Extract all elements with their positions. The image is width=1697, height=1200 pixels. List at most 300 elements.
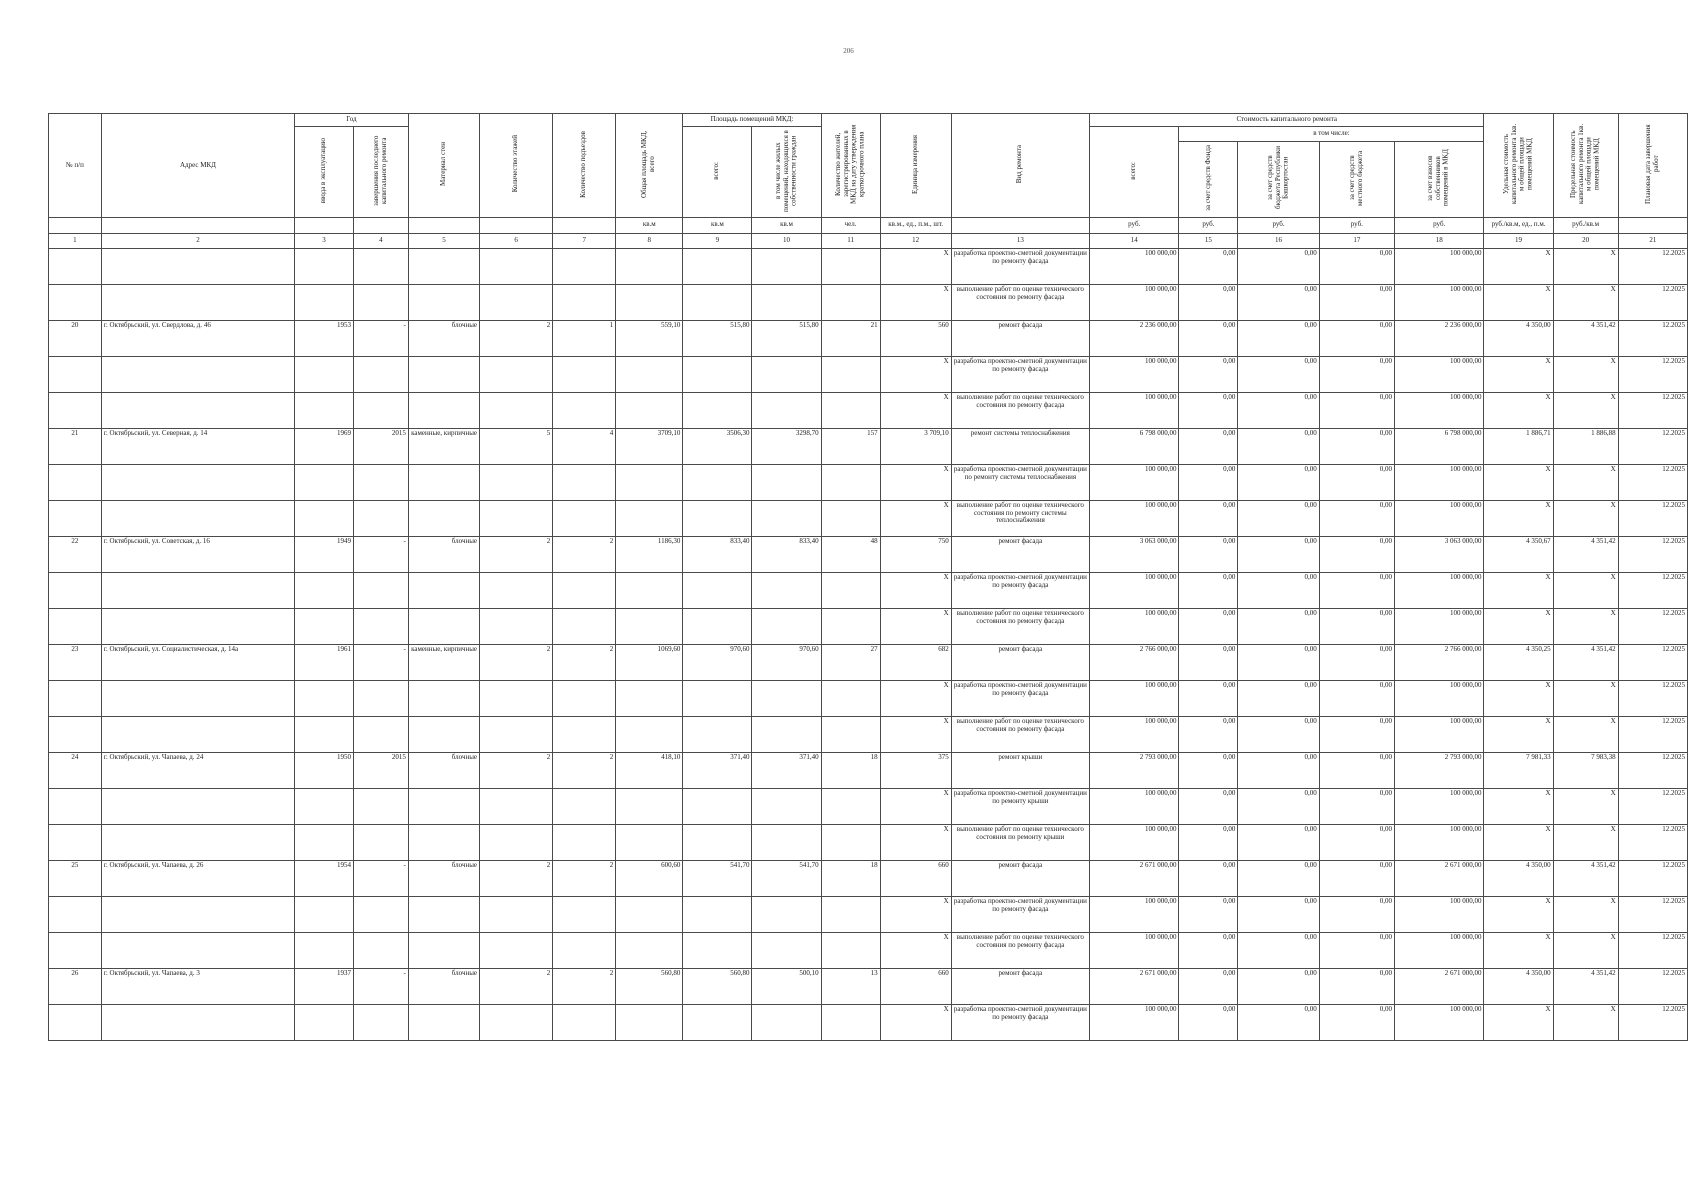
unit-u12: кв.м., ед., п.м., шт. bbox=[880, 217, 951, 233]
header-c19: Удельная стоимость капитального ремонта 1кв. м общей площади помещений МКД bbox=[1484, 114, 1553, 218]
cell-n bbox=[49, 356, 102, 392]
cell-work: разработка проектно-сметной документации по ремонту фасада bbox=[951, 680, 1089, 716]
cell-ent bbox=[553, 464, 616, 500]
cell-y1 bbox=[295, 284, 354, 320]
cell-unit: Х bbox=[880, 464, 951, 500]
cell-spec: 4 350,00 bbox=[1484, 860, 1553, 896]
cell-fl bbox=[480, 572, 553, 608]
cell-fund: 0,00 bbox=[1179, 860, 1238, 896]
cell-res bbox=[821, 356, 880, 392]
cell-max: Х bbox=[1553, 500, 1618, 536]
cell-date: 12.2025 bbox=[1618, 536, 1687, 572]
cell-rb: 0,00 bbox=[1238, 500, 1319, 536]
cell-ent bbox=[553, 896, 616, 932]
cell-res: 18 bbox=[821, 752, 880, 788]
cell-fl bbox=[480, 788, 553, 824]
cell-rb: 0,00 bbox=[1238, 428, 1319, 464]
cell-addr bbox=[101, 788, 294, 824]
cell-fund: 0,00 bbox=[1179, 428, 1238, 464]
cell-res bbox=[821, 824, 880, 860]
cell-fund: 0,00 bbox=[1179, 644, 1238, 680]
cell-rb: 0,00 bbox=[1238, 356, 1319, 392]
cell-ent bbox=[553, 356, 616, 392]
cell-area bbox=[616, 824, 683, 860]
cell-loc: 0,00 bbox=[1319, 392, 1394, 428]
cell-max: Х bbox=[1553, 824, 1618, 860]
table-row bbox=[49, 1004, 1688, 1040]
cell-a_all bbox=[683, 932, 752, 968]
cell-work: разработка проектно-сметной документации по ремонту фасада bbox=[951, 248, 1089, 284]
cell-mat: блочные bbox=[408, 968, 479, 1004]
cell-unit: Х bbox=[880, 716, 951, 752]
cell-work: выполнение работ по оценке технического состояния по ремонту фасада bbox=[951, 932, 1089, 968]
cell-area bbox=[616, 248, 683, 284]
cell-a_all bbox=[683, 284, 752, 320]
table-row bbox=[49, 500, 1688, 536]
cell-addr: г. Октябрьский, ул. Чапаева, д. 3 bbox=[101, 968, 294, 1004]
cell-ent: 2 bbox=[553, 536, 616, 572]
cell-spec: 4 350,67 bbox=[1484, 536, 1553, 572]
column-number: 4 bbox=[353, 233, 408, 248]
cell-ent: 2 bbox=[553, 860, 616, 896]
column-number: 5 bbox=[408, 233, 479, 248]
cell-y2 bbox=[353, 788, 408, 824]
unit-cell bbox=[295, 217, 354, 233]
cell-addr bbox=[101, 284, 294, 320]
cell-n bbox=[49, 464, 102, 500]
cell-spec: Х bbox=[1484, 932, 1553, 968]
cell-y2 bbox=[353, 608, 408, 644]
cell-res bbox=[821, 500, 880, 536]
cell-work: ремонт фасада bbox=[951, 536, 1089, 572]
cell-loc: 0,00 bbox=[1319, 860, 1394, 896]
cell-date: 12.2025 bbox=[1618, 500, 1687, 536]
cell-fl: 2 bbox=[480, 968, 553, 1004]
cell-spec: Х bbox=[1484, 824, 1553, 860]
cell-mat bbox=[408, 680, 479, 716]
cell-a_res: 3298,70 bbox=[752, 428, 821, 464]
header-c16: за счет средств бюджета Республики Башкортостан bbox=[1238, 142, 1319, 218]
cell-res bbox=[821, 932, 880, 968]
cell-y1 bbox=[295, 932, 354, 968]
cell-fund: 0,00 bbox=[1179, 968, 1238, 1004]
cell-own: 2 793 000,00 bbox=[1394, 752, 1484, 788]
cell-res bbox=[821, 680, 880, 716]
column-number: 14 bbox=[1089, 233, 1178, 248]
cell-y1 bbox=[295, 464, 354, 500]
cell-fl: 2 bbox=[480, 752, 553, 788]
cell-y1 bbox=[295, 500, 354, 536]
cell-own: 2 766 000,00 bbox=[1394, 644, 1484, 680]
cell-res: 27 bbox=[821, 644, 880, 680]
cell-a_res: 500,10 bbox=[752, 968, 821, 1004]
cell-own: 100 000,00 bbox=[1394, 500, 1484, 536]
cell-y2: 2015 bbox=[353, 428, 408, 464]
cell-ent: 1 bbox=[553, 320, 616, 356]
repair-plan-table bbox=[48, 113, 1688, 1041]
cell-a_all bbox=[683, 824, 752, 860]
cell-rb: 0,00 bbox=[1238, 248, 1319, 284]
cell-work: ремонт крыши bbox=[951, 752, 1089, 788]
header-c9: всего: bbox=[683, 127, 752, 218]
cell-area: 600,60 bbox=[616, 860, 683, 896]
cell-fund: 0,00 bbox=[1179, 536, 1238, 572]
cell-a_res bbox=[752, 356, 821, 392]
unit-u15: руб. bbox=[1179, 217, 1238, 233]
header-c10: в том числе жилых помещений, находящихся в собственности граждан bbox=[752, 127, 821, 218]
cell-res bbox=[821, 464, 880, 500]
cell-res bbox=[821, 716, 880, 752]
cell-res: 13 bbox=[821, 968, 880, 1004]
header-c17: за счет средств местного бюджета bbox=[1319, 142, 1394, 218]
header-c11: Количество жителей, зарегистрированных в МКД на дату утверждения краткосрочного плана bbox=[821, 114, 880, 218]
cell-max: Х bbox=[1553, 608, 1618, 644]
cell-a_all bbox=[683, 392, 752, 428]
cell-fl bbox=[480, 284, 553, 320]
unit-u17: руб. bbox=[1319, 217, 1394, 233]
table-header bbox=[49, 114, 1688, 249]
table-row bbox=[49, 644, 1688, 680]
cell-own: 100 000,00 bbox=[1394, 248, 1484, 284]
cell-fund: 0,00 bbox=[1179, 608, 1238, 644]
cell-work: разработка проектно-сметной документации по ремонту крыши bbox=[951, 788, 1089, 824]
cell-work: ремонт системы теплоснабжения bbox=[951, 428, 1089, 464]
cell-ent: 4 bbox=[553, 428, 616, 464]
cell-fl: 2 bbox=[480, 536, 553, 572]
cell-max: 1 886,88 bbox=[1553, 428, 1618, 464]
cell-fund: 0,00 bbox=[1179, 788, 1238, 824]
cell-max: 4 351,42 bbox=[1553, 536, 1618, 572]
cell-rb: 0,00 bbox=[1238, 860, 1319, 896]
cell-date: 12.2025 bbox=[1618, 968, 1687, 1004]
cell-res: 18 bbox=[821, 860, 880, 896]
cell-a_all bbox=[683, 716, 752, 752]
column-number: 18 bbox=[1394, 233, 1484, 248]
cell-total: 100 000,00 bbox=[1089, 464, 1178, 500]
cell-y1: 1954 bbox=[295, 860, 354, 896]
cell-fund: 0,00 bbox=[1179, 680, 1238, 716]
cell-max: Х bbox=[1553, 932, 1618, 968]
cell-ent bbox=[553, 788, 616, 824]
cell-max: 7 983,38 bbox=[1553, 752, 1618, 788]
cell-a_res bbox=[752, 896, 821, 932]
cell-y1 bbox=[295, 356, 354, 392]
cell-n: 24 bbox=[49, 752, 102, 788]
cell-a_res: 515,80 bbox=[752, 320, 821, 356]
cell-total: 100 000,00 bbox=[1089, 716, 1178, 752]
cell-spec: 4 350,00 bbox=[1484, 968, 1553, 1004]
cell-a_res: 371,40 bbox=[752, 752, 821, 788]
cell-spec: Х bbox=[1484, 248, 1553, 284]
cell-area bbox=[616, 680, 683, 716]
cell-fund: 0,00 bbox=[1179, 572, 1238, 608]
column-number: 9 bbox=[683, 233, 752, 248]
cell-fl: 2 bbox=[480, 860, 553, 896]
cell-ent bbox=[553, 500, 616, 536]
cell-y1: 1961 bbox=[295, 644, 354, 680]
cell-date: 12.2025 bbox=[1618, 248, 1687, 284]
cell-addr: г. Октябрьский, ул. Свердлова, д. 46 bbox=[101, 320, 294, 356]
cell-unit: Х bbox=[880, 284, 951, 320]
cell-rb: 0,00 bbox=[1238, 572, 1319, 608]
cell-unit: Х bbox=[880, 500, 951, 536]
cell-unit: Х bbox=[880, 824, 951, 860]
cell-res: 157 bbox=[821, 428, 880, 464]
cell-loc: 0,00 bbox=[1319, 572, 1394, 608]
cell-fund: 0,00 bbox=[1179, 932, 1238, 968]
table-row bbox=[49, 752, 1688, 788]
cell-work: разработка проектно-сметной документации по ремонту системы теплоснабжения bbox=[951, 464, 1089, 500]
cell-res bbox=[821, 788, 880, 824]
cell-rb: 0,00 bbox=[1238, 320, 1319, 356]
cell-addr bbox=[101, 680, 294, 716]
cell-area bbox=[616, 500, 683, 536]
cell-mat bbox=[408, 464, 479, 500]
cell-mat bbox=[408, 896, 479, 932]
cell-fund: 0,00 bbox=[1179, 284, 1238, 320]
cell-rb: 0,00 bbox=[1238, 284, 1319, 320]
cell-ent bbox=[553, 608, 616, 644]
cell-loc: 0,00 bbox=[1319, 932, 1394, 968]
cell-max: 4 351,42 bbox=[1553, 644, 1618, 680]
cell-a_all bbox=[683, 248, 752, 284]
cell-addr bbox=[101, 932, 294, 968]
cell-work: ремонт фасада bbox=[951, 968, 1089, 1004]
cell-max: Х bbox=[1553, 248, 1618, 284]
header-c14: всего: bbox=[1089, 127, 1178, 218]
cell-a_all bbox=[683, 896, 752, 932]
cell-ent: 2 bbox=[553, 968, 616, 1004]
unit-cell bbox=[408, 217, 479, 233]
cell-a_all bbox=[683, 680, 752, 716]
unit-cell bbox=[480, 217, 553, 233]
cell-mat bbox=[408, 284, 479, 320]
cell-a_res bbox=[752, 248, 821, 284]
cell-a_res bbox=[752, 392, 821, 428]
cell-n bbox=[49, 392, 102, 428]
cell-max: 4 351,42 bbox=[1553, 860, 1618, 896]
cell-a_all bbox=[683, 608, 752, 644]
cell-unit: Х bbox=[880, 356, 951, 392]
cell-n bbox=[49, 248, 102, 284]
cell-total: 100 000,00 bbox=[1089, 1004, 1178, 1040]
cell-spec: Х bbox=[1484, 788, 1553, 824]
cell-y1: 1969 bbox=[295, 428, 354, 464]
cell-mat: блочные bbox=[408, 320, 479, 356]
cell-n bbox=[49, 716, 102, 752]
cell-date: 12.2025 bbox=[1618, 788, 1687, 824]
column-numbers-row bbox=[49, 233, 1688, 248]
cell-mat: каменные, кирпичные bbox=[408, 644, 479, 680]
cell-res bbox=[821, 896, 880, 932]
unit-u8: кв.м bbox=[616, 217, 683, 233]
cell-n bbox=[49, 500, 102, 536]
cell-area: 560,80 bbox=[616, 968, 683, 1004]
cell-fl bbox=[480, 896, 553, 932]
cell-a_all bbox=[683, 500, 752, 536]
cell-unit: 750 bbox=[880, 536, 951, 572]
table-row bbox=[49, 356, 1688, 392]
cell-ent bbox=[553, 284, 616, 320]
cell-a_res bbox=[752, 500, 821, 536]
cell-own: 2 236 000,00 bbox=[1394, 320, 1484, 356]
column-number: 15 bbox=[1179, 233, 1238, 248]
header-c4: завершения последнего капитального ремонта bbox=[353, 127, 408, 218]
cell-fund: 0,00 bbox=[1179, 824, 1238, 860]
cell-fund: 0,00 bbox=[1179, 1004, 1238, 1040]
header-c12: Единица измерения bbox=[880, 114, 951, 218]
cell-unit: Х bbox=[880, 248, 951, 284]
header-c20: Предельная стоимость капитального ремонта 1кв. м общей площади помещений МКД bbox=[1553, 114, 1618, 218]
cell-y1 bbox=[295, 248, 354, 284]
cell-total: 3 063 000,00 bbox=[1089, 536, 1178, 572]
cell-date: 12.2025 bbox=[1618, 320, 1687, 356]
cell-rb: 0,00 bbox=[1238, 752, 1319, 788]
cell-rb: 0,00 bbox=[1238, 788, 1319, 824]
cell-work: ремонт фасада bbox=[951, 644, 1089, 680]
cell-a_all bbox=[683, 1004, 752, 1040]
table-row bbox=[49, 536, 1688, 572]
cell-addr bbox=[101, 608, 294, 644]
cell-total: 100 000,00 bbox=[1089, 392, 1178, 428]
cell-unit: 375 bbox=[880, 752, 951, 788]
cell-a_all: 970,60 bbox=[683, 644, 752, 680]
cell-n bbox=[49, 896, 102, 932]
cell-rb: 0,00 bbox=[1238, 896, 1319, 932]
table-row bbox=[49, 860, 1688, 896]
cell-spec: Х bbox=[1484, 896, 1553, 932]
cell-a_res bbox=[752, 824, 821, 860]
column-number: 10 bbox=[752, 233, 821, 248]
unit-cell bbox=[49, 217, 102, 233]
cell-area: 3709,10 bbox=[616, 428, 683, 464]
cell-loc: 0,00 bbox=[1319, 536, 1394, 572]
column-number: 13 bbox=[951, 233, 1089, 248]
cell-area: 418,10 bbox=[616, 752, 683, 788]
table-row bbox=[49, 572, 1688, 608]
cell-res: 48 bbox=[821, 536, 880, 572]
header-c1: № п/п bbox=[49, 114, 102, 218]
cell-a_res: 970,60 bbox=[752, 644, 821, 680]
column-number: 2 bbox=[101, 233, 294, 248]
unit-u11: чел. bbox=[821, 217, 880, 233]
header-c7: Количество подъездов bbox=[553, 114, 616, 218]
cell-y1 bbox=[295, 824, 354, 860]
cell-date: 12.2025 bbox=[1618, 428, 1687, 464]
cell-work: разработка проектно-сметной документации по ремонту фасада bbox=[951, 356, 1089, 392]
cell-fl: 2 bbox=[480, 320, 553, 356]
table-row bbox=[49, 428, 1688, 464]
cell-work: разработка проектно-сметной документации по ремонту фасада bbox=[951, 896, 1089, 932]
cell-unit: Х bbox=[880, 680, 951, 716]
cell-a_res: 833,40 bbox=[752, 536, 821, 572]
cell-a_all: 833,40 bbox=[683, 536, 752, 572]
cell-max: 4 351,42 bbox=[1553, 320, 1618, 356]
cell-max: Х bbox=[1553, 716, 1618, 752]
cell-loc: 0,00 bbox=[1319, 968, 1394, 1004]
cell-loc: 0,00 bbox=[1319, 752, 1394, 788]
cell-ent bbox=[553, 716, 616, 752]
cell-y1 bbox=[295, 572, 354, 608]
cell-own: 100 000,00 bbox=[1394, 572, 1484, 608]
cell-a_all: 3506,30 bbox=[683, 428, 752, 464]
cell-unit: 660 bbox=[880, 968, 951, 1004]
cell-res bbox=[821, 1004, 880, 1040]
cell-max: Х bbox=[1553, 896, 1618, 932]
cell-n bbox=[49, 572, 102, 608]
cell-ent bbox=[553, 392, 616, 428]
cell-fl bbox=[480, 716, 553, 752]
cell-own: 100 000,00 bbox=[1394, 716, 1484, 752]
cell-area bbox=[616, 788, 683, 824]
column-number: 12 bbox=[880, 233, 951, 248]
cell-date: 12.2025 bbox=[1618, 896, 1687, 932]
cell-spec: 4 350,25 bbox=[1484, 644, 1553, 680]
cell-res bbox=[821, 392, 880, 428]
cell-ent: 2 bbox=[553, 752, 616, 788]
header-group-area: Площадь помещений МКД: bbox=[683, 114, 821, 127]
cell-n bbox=[49, 284, 102, 320]
cell-date: 12.2025 bbox=[1618, 572, 1687, 608]
cell-spec: Х bbox=[1484, 680, 1553, 716]
cell-mat bbox=[408, 716, 479, 752]
cell-addr bbox=[101, 716, 294, 752]
table-row bbox=[49, 932, 1688, 968]
cell-total: 2 671 000,00 bbox=[1089, 860, 1178, 896]
cell-mat bbox=[408, 824, 479, 860]
cell-spec: 1 886,71 bbox=[1484, 428, 1553, 464]
cell-loc: 0,00 bbox=[1319, 824, 1394, 860]
table-row bbox=[49, 824, 1688, 860]
cell-y2 bbox=[353, 896, 408, 932]
table-row bbox=[49, 392, 1688, 428]
cell-y1 bbox=[295, 896, 354, 932]
cell-total: 100 000,00 bbox=[1089, 788, 1178, 824]
cell-addr bbox=[101, 464, 294, 500]
cell-spec: 4 350,00 bbox=[1484, 320, 1553, 356]
cell-fund: 0,00 bbox=[1179, 752, 1238, 788]
cell-mat bbox=[408, 932, 479, 968]
cell-own: 2 671 000,00 bbox=[1394, 968, 1484, 1004]
cell-fund: 0,00 bbox=[1179, 500, 1238, 536]
cell-a_res bbox=[752, 932, 821, 968]
cell-addr bbox=[101, 500, 294, 536]
cell-loc: 0,00 bbox=[1319, 608, 1394, 644]
cell-total: 100 000,00 bbox=[1089, 572, 1178, 608]
header-group-incl: в том числе: bbox=[1179, 127, 1484, 142]
cell-date: 12.2025 bbox=[1618, 608, 1687, 644]
table-body bbox=[49, 248, 1688, 1040]
cell-own: 100 000,00 bbox=[1394, 356, 1484, 392]
cell-max: Х bbox=[1553, 680, 1618, 716]
header-c18: за счет взносов собственников помещений в МКД bbox=[1394, 142, 1484, 218]
cell-res: 21 bbox=[821, 320, 880, 356]
cell-max: Х bbox=[1553, 464, 1618, 500]
cell-mat bbox=[408, 500, 479, 536]
cell-res bbox=[821, 284, 880, 320]
cell-area bbox=[616, 356, 683, 392]
cell-n bbox=[49, 932, 102, 968]
cell-addr: г. Октябрьский, ул. Советская, д. 16 bbox=[101, 536, 294, 572]
cell-date: 12.2025 bbox=[1618, 680, 1687, 716]
cell-area bbox=[616, 392, 683, 428]
cell-total: 100 000,00 bbox=[1089, 680, 1178, 716]
cell-max: Х bbox=[1553, 788, 1618, 824]
cell-date: 12.2025 bbox=[1618, 356, 1687, 392]
cell-fund: 0,00 bbox=[1179, 356, 1238, 392]
cell-area bbox=[616, 716, 683, 752]
cell-loc: 0,00 bbox=[1319, 428, 1394, 464]
